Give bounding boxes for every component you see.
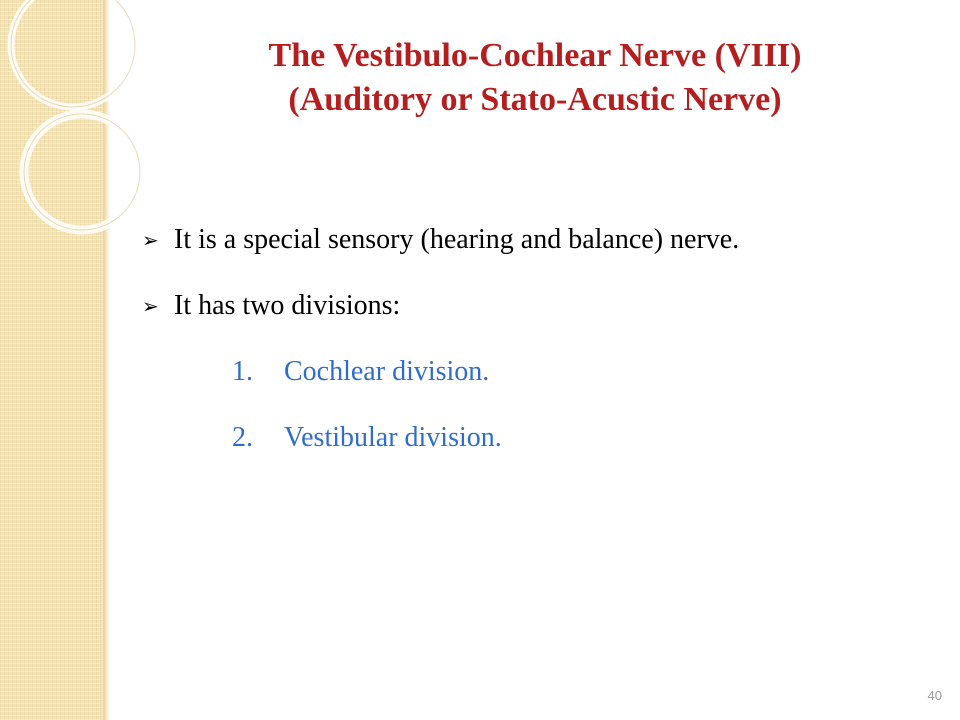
bullet-item xyxy=(140,284,940,328)
numbered-item xyxy=(140,350,940,394)
arrow-bullet-icon: ➢ xyxy=(142,228,159,252)
item-number: 2. xyxy=(232,422,253,453)
item-text: Cochlear division. xyxy=(284,356,490,387)
title-line-2: (Auditory or Stato-Acustic Nerve) xyxy=(288,81,782,118)
arrow-bullet-icon: ➢ xyxy=(142,294,159,318)
numbered-item xyxy=(140,416,940,460)
bullet-text: It is a special sensory (hearing and balance) nerve. xyxy=(174,224,740,255)
bullet-item xyxy=(140,218,940,262)
decorative-circles-icon xyxy=(0,0,140,240)
title-line-1: The Vestibulo-Cochlear Nerve (VIII) xyxy=(268,37,802,74)
item-number: 1. xyxy=(232,356,253,387)
item-text: Vestibular division. xyxy=(284,422,502,453)
page-number: 40 xyxy=(927,688,942,703)
slide-title xyxy=(140,34,930,122)
slide-content xyxy=(140,218,940,482)
bullet-text: It has two divisions: xyxy=(174,290,401,321)
